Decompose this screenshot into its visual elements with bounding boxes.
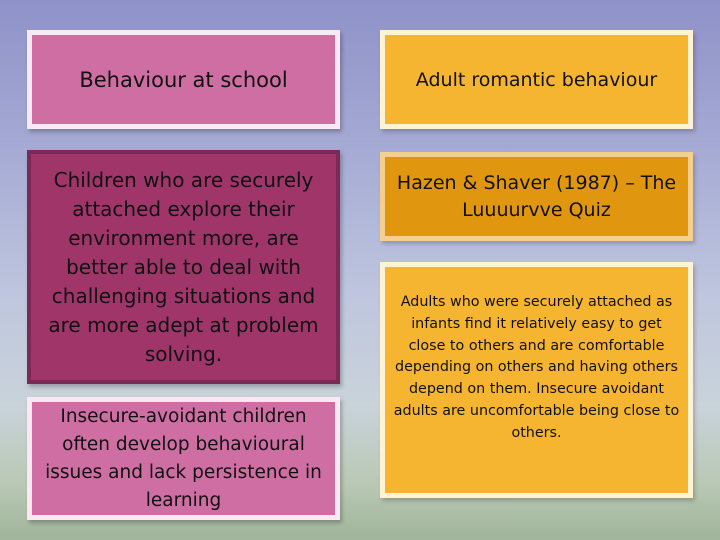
secure-children-text: Children who are securely attached explore their environment more, are better able to deal with challenging situations and are more adept at problem solving.	[48, 167, 319, 366]
adult-romantic-heading-box	[380, 30, 693, 129]
avoidant-children-box	[27, 397, 340, 520]
behaviour-at-school-heading: Behaviour at school	[79, 67, 288, 92]
hazen-shaver-box	[380, 152, 693, 241]
adult-findings-text: Adults who were securely attached as infants find it relatively easy to get close to others and are comfortable depending on others and having others depend on them. Insecure avoidant adults are uncomfortable being close to others.	[393, 294, 680, 441]
secure-children-box	[27, 150, 340, 384]
adult-findings-box	[380, 262, 693, 498]
behaviour-at-school-heading-box	[27, 30, 340, 129]
hazen-shaver-text: Hazen & Shaver (1987) – The Luuuurvve Quiz	[396, 171, 677, 221]
adult-romantic-heading: Adult romantic behaviour	[415, 68, 658, 91]
avoidant-children-text: Insecure-avoidant children often develop behavioural issues and lack persistence in learning	[45, 405, 322, 511]
